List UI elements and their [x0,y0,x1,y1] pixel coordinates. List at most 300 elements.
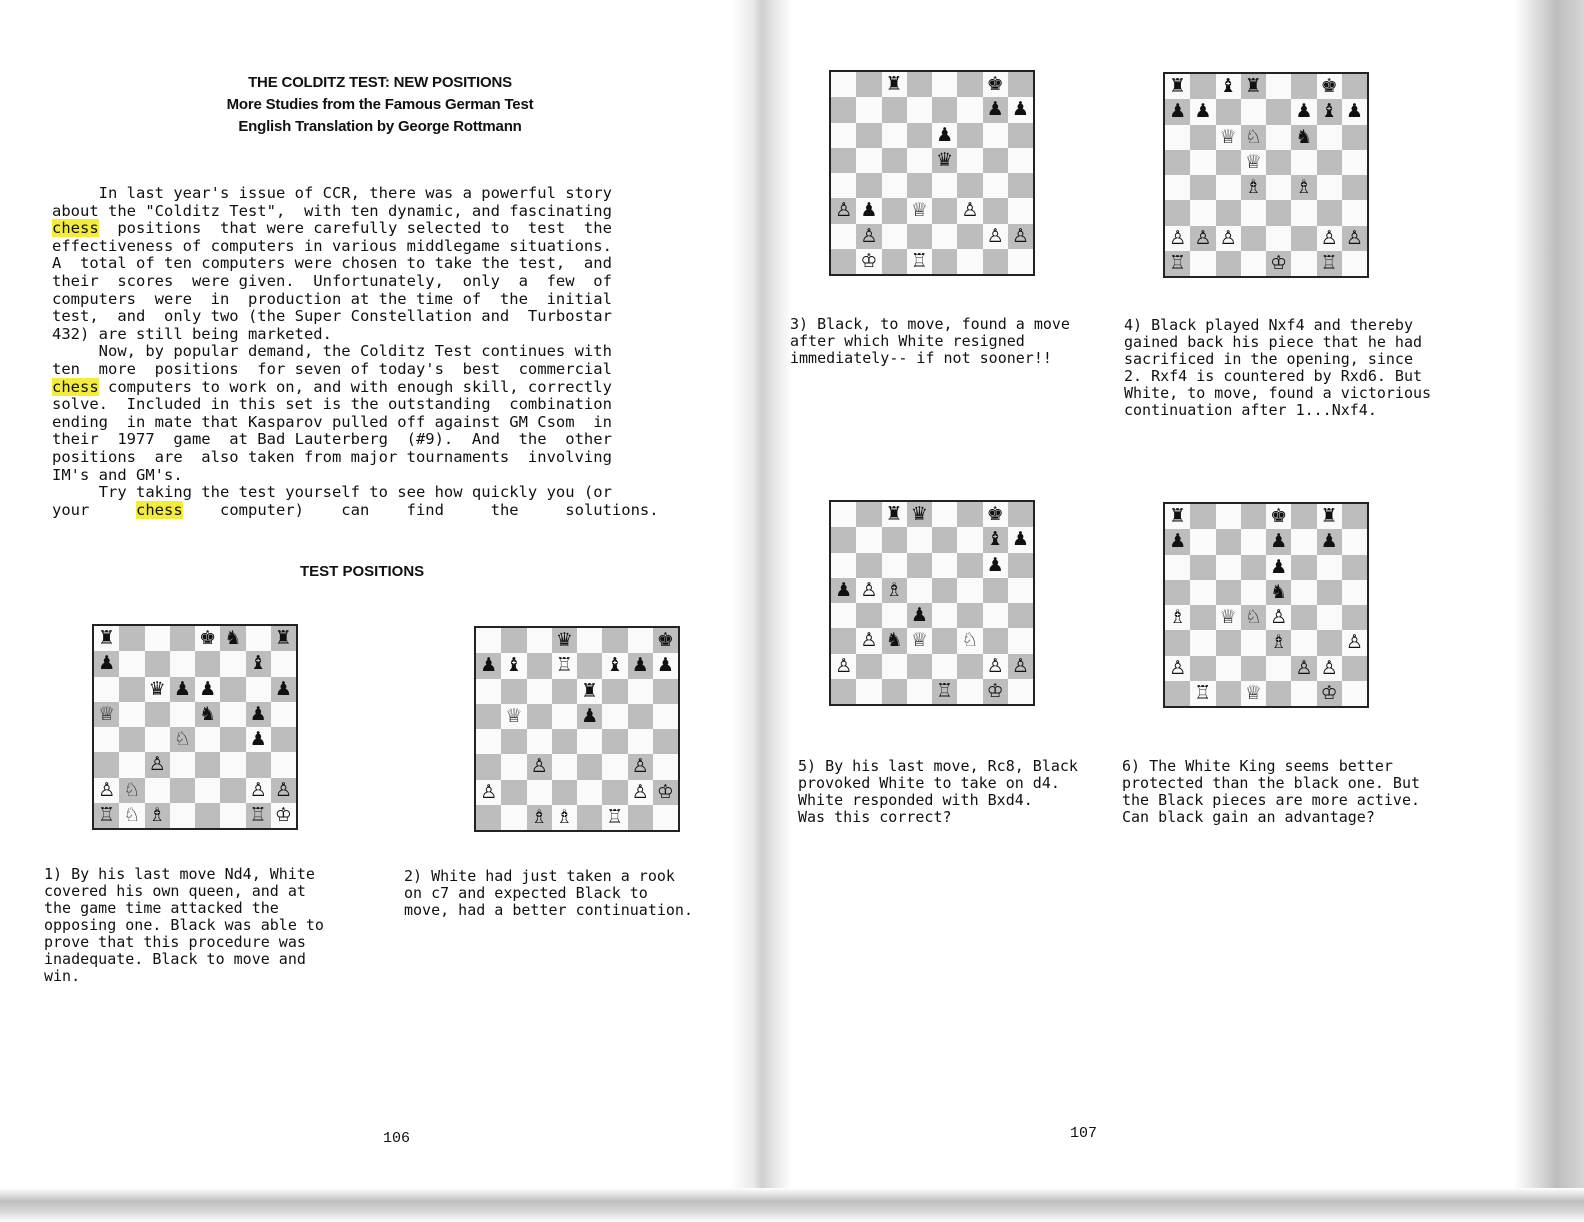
body-text-segment: computers were in production at the time of the initial [52,289,612,308]
board-square [602,679,627,704]
board-square [907,72,932,97]
black-pawn-icon: ♟ [1266,529,1291,554]
board-square [1008,502,1033,527]
board-square [831,173,856,198]
board-square [1241,99,1266,124]
board-square [831,502,856,527]
board-square [552,704,577,729]
board-square [246,677,271,702]
board-square [602,704,627,729]
board-square [501,780,526,805]
board-square [1165,125,1190,150]
board-square [246,752,271,777]
white-pawn-icon: ♙ [831,198,856,223]
board-square [932,553,957,578]
board-square [1008,148,1033,173]
white-pawn-icon: ♙ [957,198,982,223]
board-square [856,553,881,578]
board-square [957,679,982,704]
white-king-icon: ♔ [653,780,678,805]
white-queen-icon: ♕ [501,704,526,729]
board-square [1266,150,1291,175]
black-pawn-icon: ♟ [1317,529,1342,554]
board-square [907,97,932,122]
black-bishop-icon: ♝ [246,651,271,676]
board-square [1342,580,1367,605]
white-bishop-icon: ♗ [527,805,552,830]
board-square [983,578,1008,603]
board-square [957,148,982,173]
black-rook-icon: ♜ [1317,504,1342,529]
page-number-left: 106 [383,1130,411,1147]
board-square [145,651,170,676]
board-square [831,603,856,628]
white-king-icon: ♔ [983,679,1008,704]
board-square [882,679,907,704]
white-pawn-icon: ♙ [628,754,653,779]
board-square [1342,150,1367,175]
black-pawn-icon: ♟ [1008,97,1033,122]
board-square [831,527,856,552]
black-knight-icon: ♞ [195,702,220,727]
black-pawn-icon: ♟ [195,677,220,702]
board-square [119,752,144,777]
board-square [1008,198,1033,223]
white-bishop-icon: ♗ [1291,175,1316,200]
board-square [932,628,957,653]
article-title: THE COLDITZ TEST: NEW POSITIONS [248,74,512,91]
board-square [932,527,957,552]
board-square [1291,74,1316,99]
board-square [932,654,957,679]
board-square [957,502,982,527]
board-square [831,123,856,148]
board-square [983,198,1008,223]
highlighted-word: chess [52,219,99,238]
board-square [1342,504,1367,529]
board-square [195,803,220,828]
black-pawn-icon: ♟ [628,653,653,678]
board-square [1291,580,1316,605]
board-square [552,780,577,805]
board-square [1190,74,1215,99]
board-square [1317,125,1342,150]
board-square [1266,681,1291,706]
body-text-segment: solve. Included in this set is the outstanding combination [52,395,612,414]
board-square [1165,150,1190,175]
board-square [577,805,602,830]
board-square [628,704,653,729]
body-text-segment: computer) can find the solutions. [182,500,659,519]
board-square [1165,580,1190,605]
board-square [628,805,653,830]
board-square [1216,630,1241,655]
white-rook-icon: ♖ [1165,251,1190,276]
board-square [932,502,957,527]
board-square [1342,529,1367,554]
board-square [1317,605,1342,630]
white-pawn-icon: ♙ [983,224,1008,249]
white-king-icon: ♔ [1266,251,1291,276]
board-square [145,626,170,651]
black-knight-icon: ♞ [882,628,907,653]
white-queen-icon: ♕ [907,628,932,653]
board-square [628,679,653,704]
board-square [856,123,881,148]
test-positions-heading: TEST POSITIONS [300,563,425,580]
board-square [1216,529,1241,554]
black-king-icon: ♚ [1317,74,1342,99]
black-pawn-icon: ♟ [577,704,602,729]
board-square [983,148,1008,173]
board-square [1291,150,1316,175]
board-square [1291,200,1316,225]
board-square [957,249,982,274]
caption-position-6: 6) The White King seems better protected than the black one. But the Black pieces are more active. Can black gain an advantage? [1122,757,1421,826]
board-square [602,780,627,805]
article-subtitle: More Studies from the Famous German Test [226,96,534,113]
board-square [527,704,552,729]
white-knight-icon: ♘ [1241,125,1266,150]
board-square [856,654,881,679]
board-square [1317,175,1342,200]
board-square [1008,628,1033,653]
board-square [1241,555,1266,580]
white-pawn-icon: ♙ [1165,656,1190,681]
board-square [882,527,907,552]
body-text-segment: In last year's issue of CCR, there was a powerful story [52,184,612,202]
black-bishop-icon: ♝ [1216,74,1241,99]
board-square [1317,555,1342,580]
article-translator: English Translation by George Rottmann [238,118,522,135]
black-queen-icon: ♛ [932,148,957,173]
caption-position-2: 2) White had just taken a rook on c7 and expected Black to move, had a better continuation. [404,867,693,919]
board-square [271,702,296,727]
white-pawn-icon: ♙ [1165,226,1190,251]
white-queen-icon: ♕ [907,198,932,223]
white-rook-icon: ♖ [246,803,271,828]
board-square [577,729,602,754]
black-pawn-icon: ♟ [1165,99,1190,124]
board-square [882,148,907,173]
black-king-icon: ♚ [653,628,678,653]
white-bishop-icon: ♗ [882,578,907,603]
board-square [1342,555,1367,580]
board-square [856,97,881,122]
board-square [1190,175,1215,200]
board-square [501,729,526,754]
board-square [957,527,982,552]
article-body [52,185,700,519]
white-rook-icon: ♖ [552,653,577,678]
white-pawn-icon: ♙ [476,780,501,805]
white-pawn-icon: ♙ [831,654,856,679]
body-text-segment: Try taking the test yourself to see how quickly you (or [52,483,612,502]
board-square [957,97,982,122]
board-square [1216,580,1241,605]
board-square [1317,150,1342,175]
board-square [527,679,552,704]
board-square [882,654,907,679]
board-square [882,603,907,628]
board-square [145,727,170,752]
caption-position-4: 4) Black played Nxf4 and thereby gained back his piece that he had sacrificed in the opening, since 2. Rxf4 is countered by Rxd6. But White, to move, found a victorious continuation after 1...Nxf4. [1124,316,1432,419]
black-pawn-icon: ♟ [246,702,271,727]
white-pawn-icon: ♙ [271,778,296,803]
black-pawn-icon: ♟ [907,603,932,628]
board-square [119,702,144,727]
white-pawn-icon: ♙ [856,224,881,249]
board-square [957,224,982,249]
board-square [145,702,170,727]
white-knight-icon: ♘ [119,778,144,803]
board-square [932,173,957,198]
caption-position-3: 3) Black, to move, found a move after which White resigned immediately-- if not sooner!! [790,315,1070,367]
board-square [271,651,296,676]
board-square [907,527,932,552]
board-square [527,628,552,653]
board-square [501,679,526,704]
body-text-segment: computers to work on, and with enough skill, correctly [98,377,612,396]
black-pawn-icon: ♟ [983,553,1008,578]
body-text-segment: A total of ten computers were chosen to take the test, and [52,254,612,273]
black-pawn-icon: ♟ [932,123,957,148]
board-square [1241,226,1266,251]
board-square [501,754,526,779]
board-square [1342,74,1367,99]
board-square [1008,553,1033,578]
page-number-right: 107 [1070,1125,1098,1142]
board-square [831,148,856,173]
board-square [119,677,144,702]
board-square [1266,74,1291,99]
body-text-segment: positions are also taken from major tournaments involving [52,447,612,466]
board-square [1291,555,1316,580]
board-square [577,754,602,779]
board-square [1165,681,1190,706]
white-knight-icon: ♘ [957,628,982,653]
board-square [195,651,220,676]
white-queen-icon: ♕ [1216,605,1241,630]
board-square [653,679,678,704]
board-square [983,628,1008,653]
board-square [1317,630,1342,655]
caption-position-1: 1) By his last move Nd4, White covered his own queen, and at the game time attacked the opposing one. Black was able to prove that this procedure was inadequate. Black to move and win. [44,865,324,985]
black-pawn-icon: ♟ [1266,555,1291,580]
black-pawn-icon: ♟ [1190,99,1215,124]
board-square [1190,605,1215,630]
board-square [1241,580,1266,605]
board-square [907,173,932,198]
board-square [1291,504,1316,529]
black-pawn-icon: ♟ [170,677,195,702]
board-square [1291,630,1316,655]
board-square [628,628,653,653]
black-queen-icon: ♛ [552,628,577,653]
white-rook-icon: ♖ [1317,251,1342,276]
board-square [271,752,296,777]
board-square [476,729,501,754]
black-pawn-icon: ♟ [476,653,501,678]
board-square [957,578,982,603]
board-square [1216,555,1241,580]
board-square [983,603,1008,628]
board-square [577,653,602,678]
black-knight-icon: ♞ [1266,580,1291,605]
board-square [1008,603,1033,628]
white-pawn-icon: ♙ [1190,226,1215,251]
board-square [195,752,220,777]
board-square [220,803,245,828]
board-square [882,553,907,578]
board-square [552,729,577,754]
body-text-segment: ten more positions for seven of today's best commercial [52,359,612,378]
board-square [1241,251,1266,276]
board-square [1190,555,1215,580]
black-knight-icon: ♞ [1291,125,1316,150]
chess-diagram-3 [829,70,1035,276]
board-square [1291,529,1316,554]
board-square [1216,200,1241,225]
black-queen-icon: ♛ [907,502,932,527]
white-bishop-icon: ♗ [1266,630,1291,655]
board-square [476,679,501,704]
black-pawn-icon: ♟ [1342,99,1367,124]
board-square [628,729,653,754]
board-square [1216,251,1241,276]
board-square [577,780,602,805]
black-rook-icon: ♜ [1165,504,1190,529]
black-knight-icon: ♞ [220,626,245,651]
board-square [1216,656,1241,681]
board-square [882,198,907,223]
board-square [957,654,982,679]
board-square [831,249,856,274]
black-king-icon: ♚ [983,502,1008,527]
board-square [1008,72,1033,97]
board-square [1008,173,1033,198]
board-square [1291,605,1316,630]
white-pawn-icon: ♙ [1342,630,1367,655]
board-square [1317,580,1342,605]
board-square [1216,99,1241,124]
board-square [856,527,881,552]
white-bishop-icon: ♗ [1241,175,1266,200]
board-square [170,651,195,676]
white-queen-icon: ♕ [1241,150,1266,175]
board-square [220,752,245,777]
board-square [1216,681,1241,706]
white-pawn-icon: ♙ [1008,224,1033,249]
board-square [1241,656,1266,681]
board-square [856,173,881,198]
board-square [1266,175,1291,200]
board-square [145,778,170,803]
board-square [957,553,982,578]
board-square [1190,504,1215,529]
white-knight-icon: ♘ [1241,605,1266,630]
board-square [527,729,552,754]
black-pawn-icon: ♟ [271,677,296,702]
board-square [932,97,957,122]
board-square [856,502,881,527]
black-pawn-icon: ♟ [1291,99,1316,124]
board-square [1241,504,1266,529]
board-square [1342,656,1367,681]
black-pawn-icon: ♟ [1165,529,1190,554]
board-square [932,603,957,628]
chess-diagram-5 [829,500,1035,706]
board-square [932,578,957,603]
board-square [932,224,957,249]
board-square [1266,200,1291,225]
bottom-edge-shadow [0,1188,1584,1222]
black-pawn-icon: ♟ [983,97,1008,122]
white-pawn-icon: ♙ [1291,656,1316,681]
board-square [1008,578,1033,603]
black-pawn-icon: ♟ [831,578,856,603]
board-square [831,72,856,97]
body-text-segment: test, and only two (the Super Constellation and Turbostar [52,307,612,326]
board-square [831,224,856,249]
board-square [1165,630,1190,655]
white-queen-icon: ♕ [94,702,119,727]
board-square [1342,125,1367,150]
body-text-segment: ending in mate that Kasparov pulled off against GM Csom in [52,412,612,431]
board-square [856,72,881,97]
white-pawn-icon: ♙ [1317,226,1342,251]
white-pawn-icon: ♙ [1342,226,1367,251]
board-square [882,97,907,122]
board-square [476,628,501,653]
black-bishop-icon: ♝ [501,653,526,678]
board-square [170,702,195,727]
board-square [983,173,1008,198]
board-square [1190,200,1215,225]
black-bishop-icon: ♝ [983,527,1008,552]
board-square [220,778,245,803]
body-text-segment: positions that were carefully selected to test the [98,219,612,238]
board-square [1241,529,1266,554]
board-square [1190,125,1215,150]
board-square [1317,200,1342,225]
white-pawn-icon: ♙ [145,752,170,777]
board-square [94,677,119,702]
white-knight-icon: ♘ [170,727,195,752]
white-pawn-icon: ♙ [246,778,271,803]
white-pawn-icon: ♙ [527,754,552,779]
board-square [527,653,552,678]
black-queen-icon: ♛ [145,677,170,702]
black-king-icon: ♚ [195,626,220,651]
board-square [1190,529,1215,554]
board-square [170,752,195,777]
white-pawn-icon: ♙ [983,654,1008,679]
white-king-icon: ♔ [1317,681,1342,706]
board-square [856,148,881,173]
board-square [220,677,245,702]
black-rook-icon: ♜ [882,502,907,527]
board-square [653,805,678,830]
board-square [1342,175,1367,200]
board-square [1342,681,1367,706]
board-square [1216,150,1241,175]
board-square [1342,200,1367,225]
white-queen-icon: ♕ [1241,681,1266,706]
black-bishop-icon: ♝ [1317,99,1342,124]
white-rook-icon: ♖ [602,805,627,830]
board-square [831,628,856,653]
